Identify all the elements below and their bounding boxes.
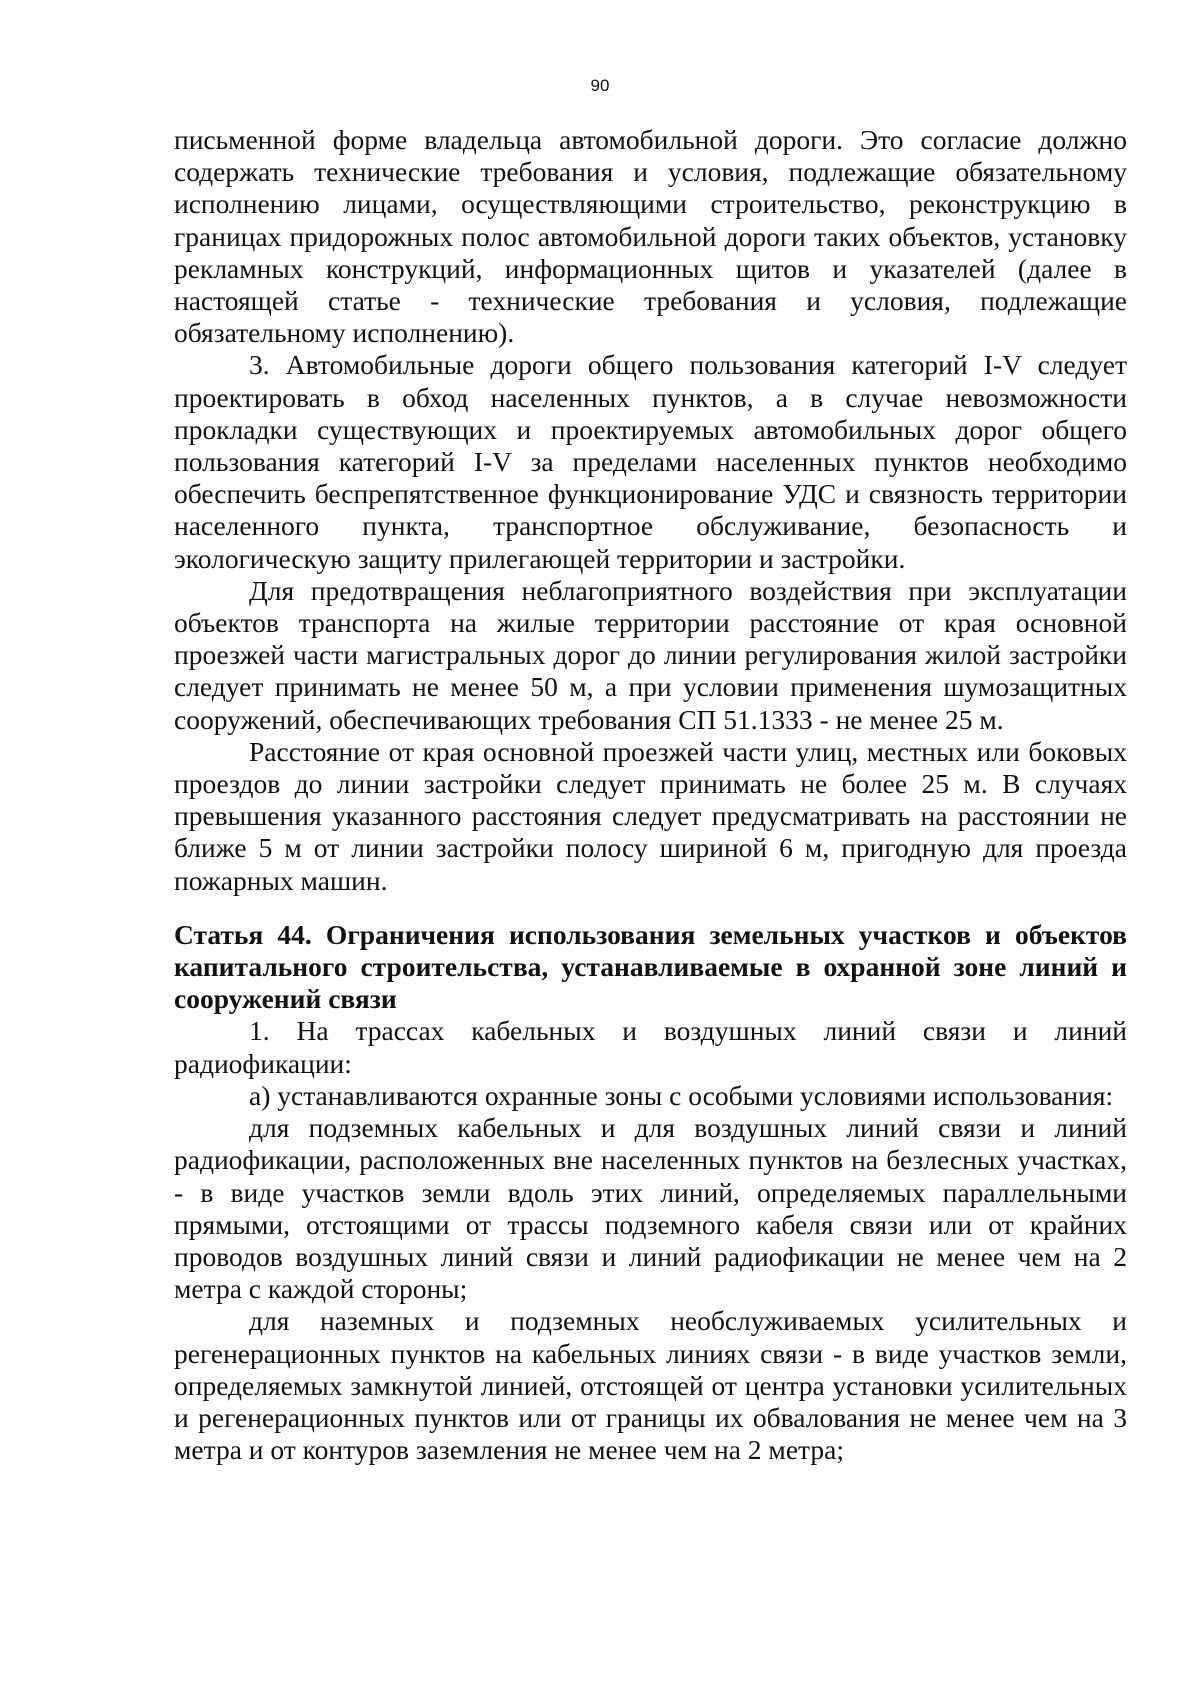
- paragraph-item-1: 1. На трассах кабельных и воздушных линий связи и линий радиофикации:: [174, 1015, 1127, 1079]
- paragraph-noise-protection: Для предотвращения неблагоприятного воздействия при эксплуатации объектов транспорта на жилые территории расстояние от края основной проезжей части магистральных дорог до линии регулирования жилой застройки следует принимать не менее 50 м, а при условии применения шумозащитных сооружений, обеспечивающих требования СП 51.1333 - не менее 25 м.: [174, 574, 1127, 735]
- paragraph-building-distance: Расстояние от края основной проезжей части улиц, местных или боковых проездов до линии застройки следует принимать не более 25 м. В случаях превышения указанного расстояния следует предусматривать на расстоянии не ближе 5 м от линии застройки полосу шириной 6 м, пригодную для проезда пожарных машин.: [174, 735, 1127, 896]
- document-body: [174, 124, 1127, 1466]
- page-number: 90: [590, 76, 610, 95]
- paragraph-underground-cables: для подземных кабельных и для воздушных линий связи и линий радиофикации, расположенных вне населенных пунктов на безлесных участках, - в виде участков земли вдоль этих линий, определяемых параллельными прямыми, отстоящими от трассы подземного кабеля связи или от крайних проводов воздушных линий связи и линий радиофикации не менее чем на 2 метра с каждой стороны;: [174, 1112, 1127, 1305]
- paragraph-amplifier-points: для наземных и подземных необслуживаемых усилительных и регенерационных пунктов на кабельных линиях связи - в виде участков земли, определяемых замкнутой линией, отстоящей от центра установки усилительных и регенерационных пунктов или от границы их обвалования не менее чем на 3 метра и от контуров заземления не менее чем на 2 метра;: [174, 1305, 1127, 1466]
- paragraph-continuation: письменной форме владельца автомобильной дороги. Это согласие должно содержать технические требования и условия, подлежащие обязательному исполнению лицами, осуществляющими строительство, реконструкцию в границах придорожных полос автомобильной дороги таких объектов, установку рекламных конструкций, информационных щитов и указателей (далее в настоящей статье - технические требования и условия, подлежащие обязательному исполнению).: [174, 124, 1127, 349]
- article-44-heading: Статья 44. Ограничения использования земельных участков и объектов капитального строительства, устанавливаемые в охранной зоне линий и сооружений связи: [174, 918, 1127, 1015]
- paragraph-subitem-a: а) устанавливаются охранные зоны с особыми условиями использования:: [249, 1079, 1114, 1111]
- paragraph-item-3: 3. Автомобильные дороги общего пользования категорий I-V следует проектировать в обход населенных пунктов, а в случае невозможности прокладки существующих и проектируемых автомобильных дорог общего пользования категорий I-V за пределами населенных пунктов необходимо обеспечить беспрепятственное функционирование УДС и связность территории населенного пункта, транспортное обслуживание, безопасность и экологическую защиту прилегающей территории и застройки.: [174, 349, 1127, 574]
